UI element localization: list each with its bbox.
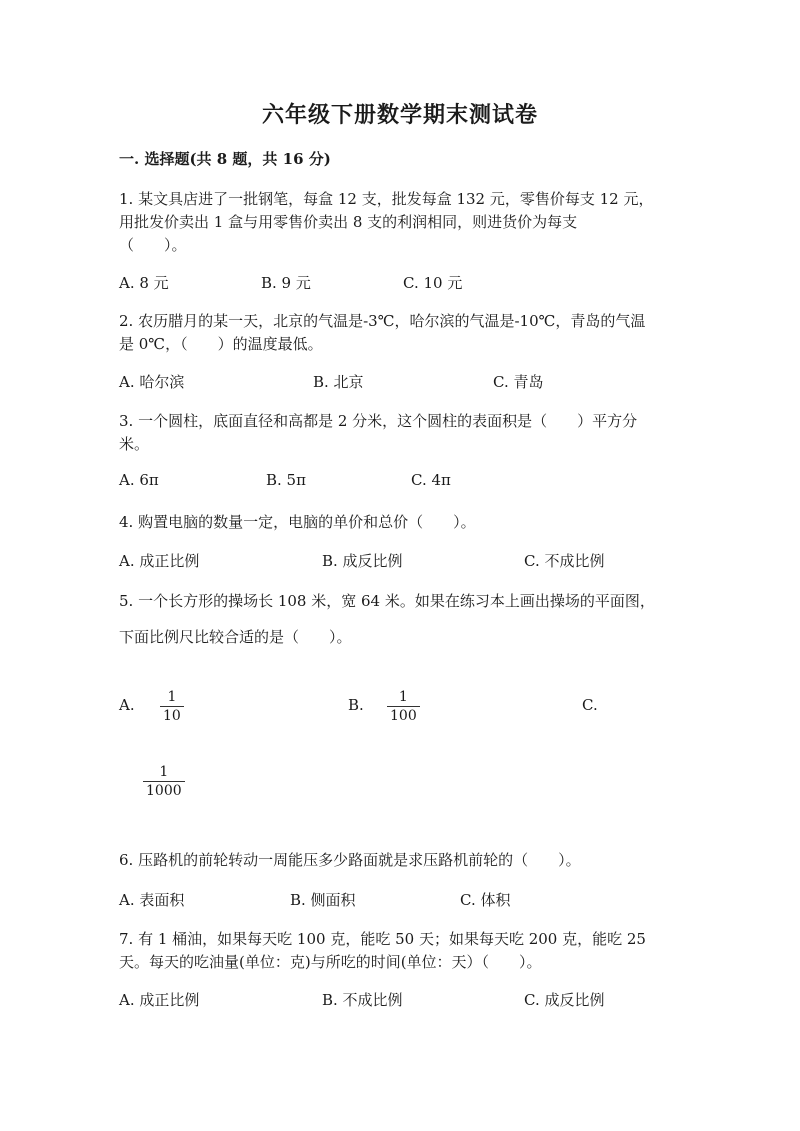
question-1-option-a[interactable]: A. 8 元 — [119, 274, 169, 292]
question-7-line-1: 7. 有 1 桶油，如果每天吃 100 克，能吃 50 天；如果每天吃 200 克，能吃 25 — [119, 930, 646, 948]
fraction-denominator: 1000 — [146, 783, 182, 799]
question-6-line-1: 6. 压路机的前轮转动一周能压多少路面就是求压路机前轮的（ ）。 — [119, 851, 581, 869]
question-6-option-a[interactable]: A. 表面积 — [119, 891, 185, 909]
fraction-1-1000 — [143, 765, 185, 798]
question-7-line-2: 天。每天的吃油量(单位：克)与所吃的时间(单位：天）（ ）。 — [119, 953, 542, 971]
question-4-option-c[interactable]: C. 不成比例 — [524, 552, 605, 570]
question-4-option-a[interactable]: A. 成正比例 — [119, 552, 200, 570]
fraction-1-100 — [387, 690, 420, 723]
question-3-line-2: 米。 — [119, 435, 150, 453]
question-1-line-2: 用批发价卖出 1 盒与用零售价卖出 8 支的利润相同，则进货价为每支 — [119, 213, 578, 231]
question-2-option-c[interactable]: C. 青岛 — [493, 373, 544, 391]
question-1-option-b[interactable]: B. 9 元 — [261, 274, 311, 292]
question-5-option-b[interactable]: B. — [348, 696, 364, 714]
question-6-option-c[interactable]: C. 体积 — [460, 891, 511, 909]
question-3-option-c[interactable]: C. 4π — [411, 471, 451, 489]
fraction-1-10 — [160, 690, 184, 723]
question-2-line-2: 是 0℃，（ ）的温度最低。 — [119, 335, 323, 353]
question-5-line-2: 下面比例尺比较合适的是（ ）。 — [119, 628, 352, 646]
question-4-line-1: 4. 购置电脑的数量一定，电脑的单价和总价（ ）。 — [119, 513, 476, 531]
question-7-option-a[interactable]: A. 成正比例 — [119, 991, 200, 1009]
question-1-option-c[interactable]: C. 10 元 — [403, 274, 463, 292]
question-6-option-b[interactable]: B. 侧面积 — [290, 891, 356, 909]
fraction-numerator: 1 — [398, 689, 408, 705]
question-1-line-3: （ ）。 — [119, 236, 187, 254]
question-2-option-a[interactable]: A. 哈尔滨 — [119, 373, 185, 391]
fraction-denominator: 100 — [390, 708, 417, 724]
question-1-line-1: 1. 某文具店进了一批钢笔，每盒 12 支，批发每盒 132 元，零售价每支 12 元， — [119, 190, 654, 208]
question-5-option-c[interactable]: C. — [582, 696, 598, 714]
fraction-numerator: 1 — [167, 689, 177, 705]
exam-title: 六年级下册数学期末测试卷 — [261, 102, 538, 128]
question-7-option-c[interactable]: C. 成反比例 — [524, 991, 605, 1009]
question-5-option-a[interactable]: A. — [119, 696, 135, 714]
question-4-option-b[interactable]: B. 成反比例 — [322, 552, 403, 570]
question-3-option-b[interactable]: B. 5π — [266, 471, 306, 489]
question-2-line-1: 2. 农历腊月的某一天，北京的气温是-3℃，哈尔滨的气温是-10℃，青岛的气温 — [119, 312, 646, 330]
fraction-denominator: 10 — [163, 708, 181, 724]
fraction-numerator: 1 — [159, 764, 169, 780]
section-heading: 一. 选择题(共 8 题，共 16 分) — [119, 150, 331, 168]
question-3-option-a[interactable]: A. 6π — [119, 471, 159, 489]
question-3-line-1: 3. 一个圆柱，底面直径和高都是 2 分米，这个圆柱的表面积是（ ）平方分 — [119, 412, 638, 430]
question-2-option-b[interactable]: B. 北京 — [313, 373, 364, 391]
question-5-line-1: 5. 一个长方形的操场长 108 米，宽 64 米。如果在练习本上画出操场的平面图， — [119, 592, 655, 610]
question-7-option-b[interactable]: B. 不成比例 — [322, 991, 403, 1009]
